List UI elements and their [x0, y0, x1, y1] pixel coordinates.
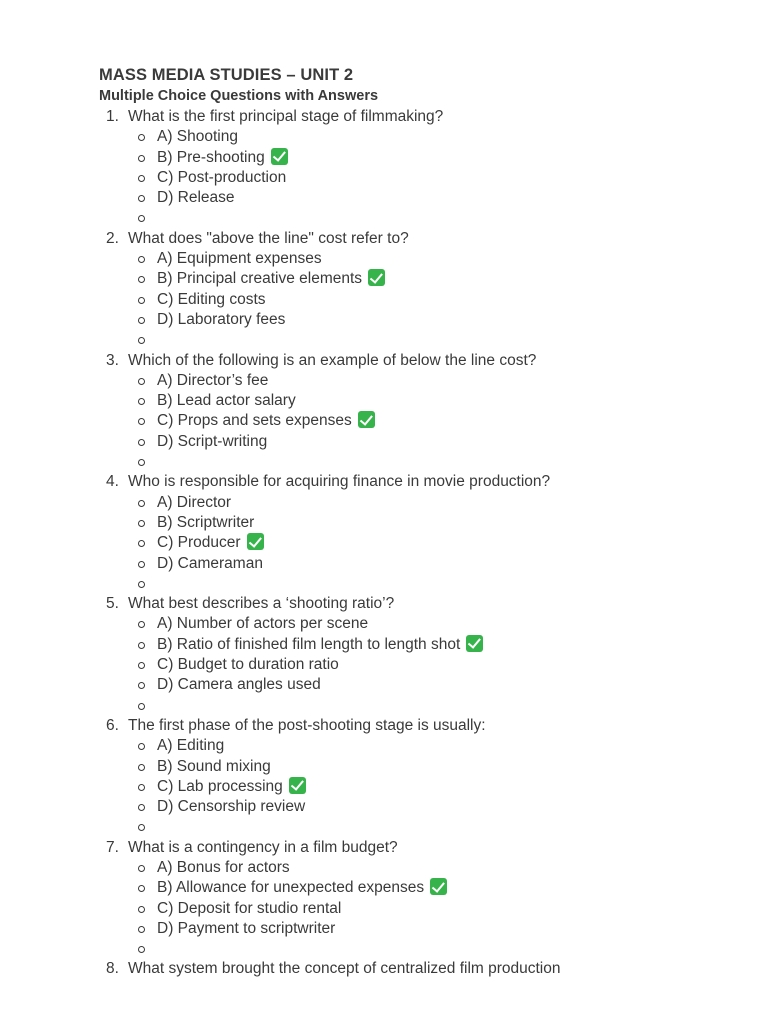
option-item [0, 899, 768, 919]
option-text: C) Editing costs [157, 290, 266, 308]
circle-bullet-icon [138, 703, 145, 710]
option-text: A) Director [157, 493, 232, 511]
question-line [0, 716, 768, 736]
option-text: D) Censorship review [157, 798, 306, 816]
question-text: Who is responsible for acquiring finance in movie production? [128, 473, 551, 491]
circle-bullet-icon [138, 926, 145, 933]
check-mark-icon [430, 878, 447, 895]
option-item [0, 493, 768, 513]
option-text: C) Lab processing [157, 777, 283, 795]
circle-bullet-icon [138, 824, 145, 831]
option-item [0, 554, 768, 574]
option-item [0, 391, 768, 411]
question-item [0, 351, 768, 473]
question-text: What best describes a ‘shooting ratio’? [128, 595, 395, 613]
option-text: A) Bonus for actors [157, 858, 290, 876]
option-label [157, 899, 341, 919]
circle-bullet-icon [138, 621, 145, 628]
option-item [0, 452, 768, 472]
option-item [0, 513, 768, 533]
option-item [0, 208, 768, 228]
circle-bullet-icon [138, 500, 145, 507]
option-text: B) Pre-shooting [157, 148, 265, 166]
option-label [157, 188, 235, 208]
option-label [157, 736, 224, 756]
option-text: C) Post-production [157, 168, 287, 186]
option-label [157, 371, 268, 391]
option-item [0, 310, 768, 330]
option-item [0, 696, 768, 716]
option-label [157, 290, 266, 310]
question-item [0, 107, 768, 229]
option-text: B) Allowance for unexpected expenses [157, 879, 425, 897]
circle-bullet-icon [138, 642, 145, 649]
circle-bullet-icon [138, 337, 145, 344]
question-text: The first phase of the post-shooting stage is usually: [128, 716, 486, 734]
option-label [157, 777, 306, 797]
option-list [0, 493, 768, 594]
option-item [0, 858, 768, 878]
circle-bullet-icon [138, 378, 145, 385]
option-text: A) Director’s fee [157, 371, 269, 389]
option-item [0, 168, 768, 188]
option-item [0, 127, 768, 147]
option-text: A) Shooting [157, 128, 238, 146]
option-item [0, 797, 768, 817]
question-line [0, 351, 768, 371]
option-list [0, 614, 768, 715]
option-item [0, 432, 768, 452]
circle-bullet-icon [138, 662, 145, 669]
question-item [0, 959, 768, 979]
circle-bullet-icon [138, 297, 145, 304]
option-text: C) Producer [157, 534, 241, 552]
option-list [0, 858, 768, 959]
option-text: A) Editing [157, 737, 225, 755]
check-mark-icon [271, 148, 288, 165]
option-text: D) Laboratory fees [157, 310, 286, 328]
option-label [157, 797, 305, 817]
option-label [157, 493, 231, 513]
question-line [0, 838, 768, 858]
option-item [0, 574, 768, 594]
circle-bullet-icon [138, 439, 145, 446]
circle-bullet-icon [138, 865, 145, 872]
option-text: D) Cameraman [157, 554, 263, 572]
circle-bullet-icon [138, 906, 145, 913]
circle-bullet-icon [138, 540, 145, 547]
question-line [0, 472, 768, 492]
circle-bullet-icon [138, 459, 145, 466]
option-item [0, 919, 768, 939]
option-item [0, 330, 768, 350]
option-label [157, 432, 267, 452]
check-mark-icon [247, 533, 264, 550]
option-item [0, 148, 768, 168]
circle-bullet-icon [138, 134, 145, 141]
question-text: What is the first principal stage of filmmaking? [128, 108, 444, 125]
option-label [157, 878, 447, 898]
circle-bullet-icon [138, 520, 145, 527]
option-label [157, 533, 264, 553]
question-item [0, 229, 768, 351]
option-item [0, 736, 768, 756]
option-label [157, 858, 290, 878]
circle-bullet-icon [138, 418, 145, 425]
option-item [0, 290, 768, 310]
circle-bullet-icon [138, 215, 145, 222]
option-list [0, 736, 768, 837]
option-text: D) Camera angles used [157, 676, 321, 694]
option-item [0, 655, 768, 675]
option-label [157, 554, 263, 574]
option-item [0, 411, 768, 431]
check-mark-icon [368, 269, 385, 286]
option-text: C) Props and sets expenses [157, 412, 352, 430]
option-item [0, 757, 768, 777]
question-line [0, 107, 768, 127]
circle-bullet-icon [138, 682, 145, 689]
option-item [0, 533, 768, 553]
option-text: C) Deposit for studio rental [157, 899, 342, 917]
question-number: 7. [106, 838, 119, 856]
circle-bullet-icon [138, 581, 145, 588]
option-text: A) Number of actors per scene [157, 615, 369, 633]
option-label [157, 919, 335, 939]
circle-bullet-icon [138, 398, 145, 405]
option-label [157, 411, 375, 431]
circle-bullet-icon [138, 317, 145, 324]
option-label [157, 655, 339, 675]
option-list [0, 127, 768, 228]
question-item [0, 472, 768, 594]
option-text: B) Principal creative elements [157, 270, 363, 288]
circle-bullet-icon [138, 743, 145, 750]
question-number: 6. [106, 716, 119, 734]
option-text: D) Release [157, 189, 235, 207]
option-item [0, 614, 768, 634]
circle-bullet-icon [138, 195, 145, 202]
option-label [157, 310, 285, 330]
option-item [0, 635, 768, 655]
question-item [0, 594, 768, 716]
option-item [0, 777, 768, 797]
option-label [157, 269, 385, 289]
option-item [0, 249, 768, 269]
question-number: 3. [106, 351, 119, 369]
option-text: D) Payment to scriptwriter [157, 919, 336, 937]
circle-bullet-icon [138, 276, 145, 283]
check-mark-icon [358, 411, 375, 428]
option-label [157, 614, 368, 634]
circle-bullet-icon [138, 155, 145, 162]
option-text: B) Sound mixing [157, 757, 271, 775]
option-text: D) Script-writing [157, 432, 268, 450]
option-text: C) Budget to duration ratio [157, 656, 339, 674]
option-text: B) Ratio of finished film length to length shot [157, 635, 461, 653]
option-item [0, 675, 768, 695]
question-line [0, 229, 768, 249]
document-title: MASS MEDIA STUDIES – UNIT 2 [99, 66, 354, 84]
question-list [0, 107, 768, 980]
question-text: What does "above the line" cost refer to? [128, 229, 409, 247]
option-item [0, 269, 768, 289]
option-label [157, 249, 322, 269]
option-item [0, 371, 768, 391]
question-number: 5. [106, 595, 119, 613]
option-label [157, 675, 321, 695]
option-item [0, 939, 768, 959]
question-item [0, 716, 768, 838]
circle-bullet-icon [138, 175, 145, 182]
option-label [157, 127, 238, 147]
question-number: 8. [106, 960, 119, 978]
question-item [0, 838, 768, 960]
question-text: Which of the following is an example of below the line cost? [128, 351, 537, 369]
circle-bullet-icon [138, 804, 145, 811]
question-text: What system brought the concept of centralized film production [128, 960, 561, 978]
option-text: B) Scriptwriter [157, 513, 255, 531]
option-text: B) Lead actor salary [157, 392, 296, 410]
option-label [157, 757, 271, 777]
option-label [157, 635, 483, 655]
option-list [0, 249, 768, 350]
circle-bullet-icon [138, 946, 145, 953]
option-item [0, 817, 768, 837]
circle-bullet-icon [138, 764, 145, 771]
circle-bullet-icon [138, 561, 145, 568]
check-mark-icon [289, 777, 306, 794]
circle-bullet-icon [138, 256, 145, 263]
option-label [157, 391, 296, 411]
question-text: What is a contingency in a film budget? [128, 838, 398, 856]
document-subtitle: Multiple Choice Questions with Answers [99, 88, 379, 104]
option-item [0, 878, 768, 898]
circle-bullet-icon [138, 784, 145, 791]
question-number: 2. [106, 229, 119, 247]
question-line [0, 959, 768, 979]
option-text: A) Equipment expenses [157, 250, 322, 268]
question-number: 4. [106, 473, 119, 491]
option-item [0, 188, 768, 208]
option-label [157, 168, 286, 188]
option-label [157, 513, 254, 533]
check-mark-icon [466, 635, 483, 652]
option-list [0, 371, 768, 472]
circle-bullet-icon [138, 885, 145, 892]
question-line [0, 594, 768, 614]
question-number: 1. [106, 108, 119, 125]
option-label [157, 148, 288, 168]
